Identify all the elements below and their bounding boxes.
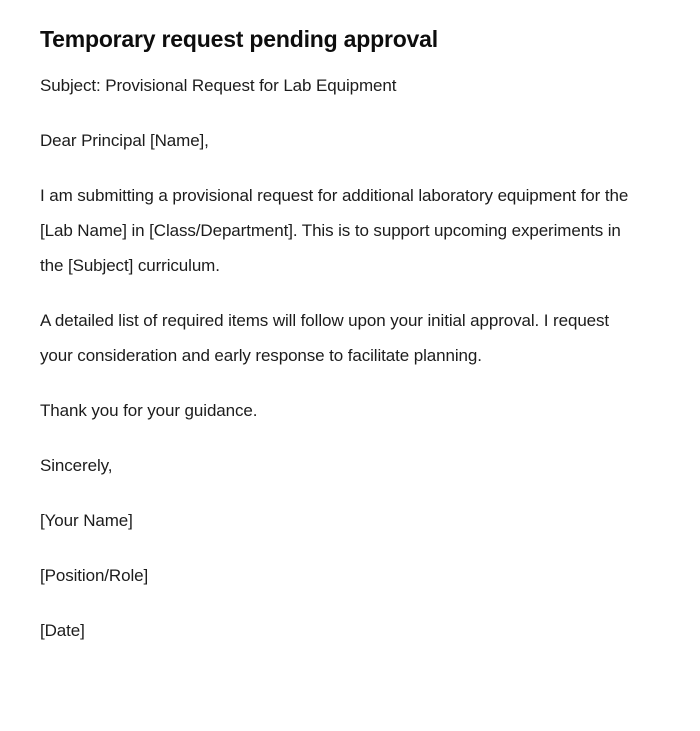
thank-you-line: Thank you for your guidance. [40, 400, 258, 420]
page-title: Temporary request pending approval [40, 26, 438, 52]
body-paragraph-1: I am submitting a provisional request for additional laboratory equipment for the [Lab Name] in [Class/Department]. This is to support upcoming experiments in the [Subject] curriculum. [40, 185, 629, 275]
subject-line: Subject: Provisional Request for Lab Equipment [40, 75, 397, 95]
body-paragraph-2: A detailed list of required items will follow upon your initial approval. I request your consideration and early response to facilitate planning. [40, 310, 610, 365]
salutation: Dear Principal [Name], [40, 130, 209, 150]
closing: Sincerely, [40, 455, 113, 475]
signature-name: [Your Name] [40, 510, 133, 530]
signature-date: [Date] [40, 620, 85, 640]
signature-role: [Position/Role] [40, 565, 149, 585]
